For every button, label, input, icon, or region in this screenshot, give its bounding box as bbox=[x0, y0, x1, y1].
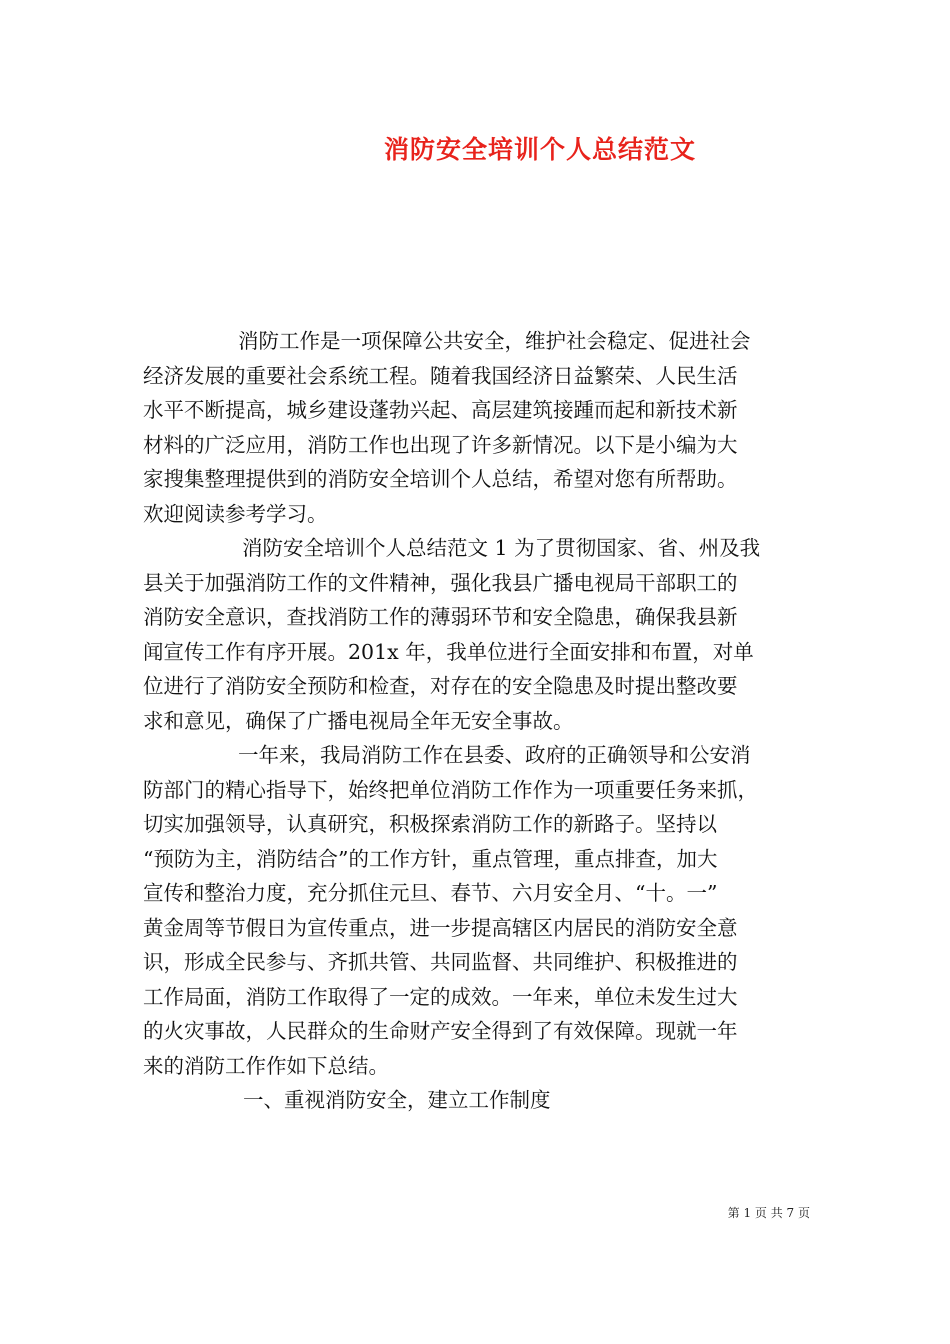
paragraph-2-line-1: 消防安全培训个人总结范文 1 为了贯彻国家、省、州及我 bbox=[242, 536, 761, 560]
paragraph-3-line-7: 识，形成全民参与、齐抓共管、共同监督、共同维护、积极推进的 bbox=[143, 950, 738, 974]
paragraph-2-line-3: 消防安全意识，查找消防工作的薄弱环节和安全隐患，确保我县新 bbox=[143, 605, 738, 629]
paragraph-3-line-2: 防部门的精心指导下，始终把单位消防工作作为一项重要任务来抓， bbox=[143, 777, 758, 802]
paragraph-3-line-1: 一年来，我局消防工作在县委、政府的正确领导和公安消 bbox=[238, 743, 751, 767]
paragraph-2-line-6: 求和意见，确保了广播电视局全年无安全事故。 bbox=[143, 708, 574, 733]
document-title: 消防安全培训个人总结范文 bbox=[383, 135, 696, 164]
paragraph-3-line-4: “预防为主，消防结合”的工作方针，重点管理，重点排查，加大 bbox=[143, 846, 718, 871]
paragraph-1-line-2: 经济发展的重要社会系统工程。随着我国经济日益繁荣、人民生活 bbox=[143, 363, 738, 388]
paragraph-3-line-6: 黄金周等节假日为宣传重点，进一步提高辖区内居民的消防安全意 bbox=[143, 915, 738, 940]
paragraph-1-line-1: 消防工作是一项保障公共安全，维护社会稳定、促进社会 bbox=[238, 329, 751, 353]
paragraph-1-line-6: 欢迎阅读参考学习。 bbox=[143, 501, 328, 526]
paragraph-1-line-4: 材料的广泛应用，消防工作也出现了许多新情况。以下是小编为大 bbox=[143, 432, 738, 457]
document-body bbox=[143, 324, 811, 1118]
paragraph-2-line-5: 位进行了消防安全预防和检查，对存在的安全隐患及时提出整改要 bbox=[143, 674, 738, 698]
paragraph-3-line-5: 宣传和整治力度，充分抓住元旦、春节、六月安全月、“十。一” bbox=[143, 881, 718, 905]
paragraph-2-line-2: 县关于加强消防工作的文件精神，强化我县广播电视局干部职工的 bbox=[143, 570, 738, 595]
page-number: 第 1 页 共 7 页 bbox=[727, 1206, 810, 1220]
paragraph-3-line-3: 切实加强领导，认真研究，积极探索消防工作的新路子。坚持以 bbox=[143, 812, 717, 836]
paragraph-1-line-5: 家搜集整理提供到的消防安全培训个人总结，希望对您有所帮助。 bbox=[143, 467, 738, 491]
paragraph-3-line-9: 的火灾事故，人民群众的生命财产安全得到了有效保障。现就一年 bbox=[143, 1019, 738, 1043]
section-heading: 一、重视消防安全，建立工作制度 bbox=[243, 1088, 551, 1112]
paragraph-3-line-8: 工作局面，消防工作取得了一定的成效。一年来，单位未发生过大 bbox=[143, 984, 738, 1009]
paragraph-1-line-3: 水平不断提高，城乡建设蓬勃兴起、高层建筑接踵而起和新技术新 bbox=[143, 398, 738, 422]
paragraph-3-line-10: 来的消防工作作如下总结。 bbox=[143, 1053, 389, 1078]
paragraph-2-line-4: 闻宣传工作有序开展。201x 年，我单位进行全面安排和布置，对单 bbox=[143, 639, 754, 664]
